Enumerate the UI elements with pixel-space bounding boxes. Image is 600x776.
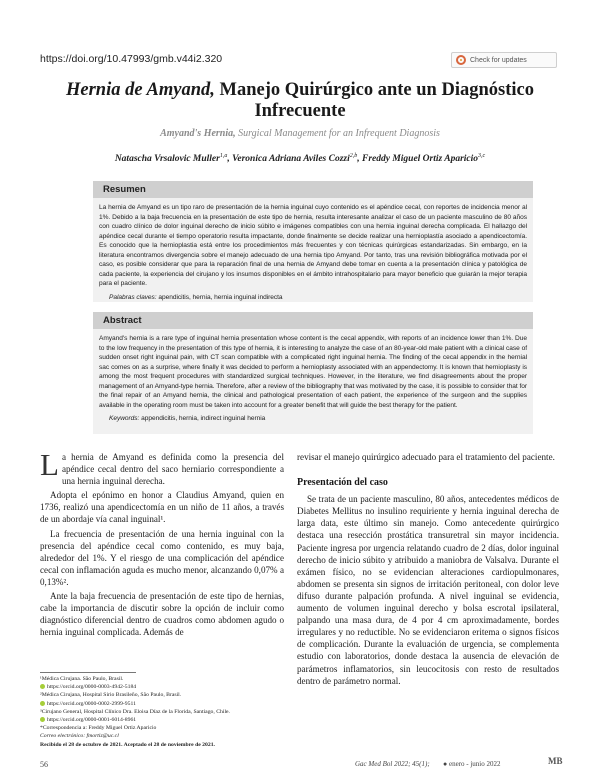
correspondence-email [40,732,290,740]
left-column [40,447,284,640]
subtitle-rest: Surgical Management for an Infrequent Diagnosis [235,128,440,139]
author-1: Natascha Vrsalovic Muller [114,154,220,165]
section-title-case: Presentación del caso [297,477,388,489]
crossmark-icon [456,55,466,65]
footnote-3-orcid-line [40,716,290,724]
orcid-icon [40,684,45,689]
footnotes [40,675,290,749]
abstract-heading: Abstract [93,312,533,329]
author-2-affil: 2,b [349,153,358,159]
article-title [40,80,560,122]
received-dates: Recibido el 28 de octubre de 2021. Aceptado el 28 de noviembre de 2021. [40,741,215,748]
journal-logo: MB [548,756,563,766]
title-italic: Hernia de Amyand, [66,80,215,100]
intro-paragraph-4: Ante la baja frecuencia de presentación de este tipo de hernias, cabe la importancia de discutir sobre la opción de incluir como diagnóstico diferencial dentro de cuadros como abdomen agudo o hernia inguinal complicada. Además de [40,591,284,638]
subtitle-italic: Amyand's Hernia, [160,128,236,139]
resumen-body [93,198,533,308]
footnote-3-orcid[interactable]: https://orcid.org/0000-0001-6014-8961 [47,717,137,724]
page-number: 56 [40,760,48,769]
right-column [297,451,559,687]
resumen-text: La hernia de Amyand es un tipo raro de presentación de la hernia inguinal cuyo contenido es el apéndice cecal, con reportes de incidencia menor al 1%. Debido a la baja frecuencia en la presentación de este tipo de hernia, resulta interesante analizar el caso de un paciente masculino de 80 años con cuadro clínico de dolor inguinal derecho de inicio súbito e imágenes compatibles con una hernia inguinal derecha complicada. El hallazgo del apéndice cecal durante el tiempo operatorio resulta impactante, donde finalmente se decide realizar una hernioplastía asociado a apendicectomía. Es conocido que la hernioplastia está entre los procedimientos más frecuentes y con técnicas quirúrgicas estandarizadas. Sin embargo, en la literatura encontramos divergencia sobre el manejo adecuado de una hernia tipo Amyand. Por tanto, tras una revisión bibliográfica motivada por el caso, es posible considerar que para la reparación final de una hernia de Amyand debe tomar en cuenta a la presentación clínica y patológica de cada paciente, la experiencia del cirujano y los insumos disponibles en el ámbito intrahospitalario para mayor beneficio que guiarán la mejor terapia para el paciente. [99,204,527,287]
title-rest: Manejo Quirúrgico ante un Diagnóstico Infrecuente [214,80,534,121]
abstract-box [93,312,533,434]
abstract-keywords-text: appendicitis, hernia, indirect inguinal hernia [139,415,266,422]
article-subtitle [40,128,560,139]
footnote-rule [40,672,136,673]
check-updates-label: Check for updates [470,56,527,64]
case-paragraph: Se trata de un paciente masculino, 80 años, antecedentes médicos de Diabetes Mellitus no insulino requiriente y hernia inguinal derecha de larga data, este último sin manejo. Como antecedente quirúrgico destaca una resección prostática transuretral sin mayor incidencia. Paciente ingresa por urgencia relatando cuadro de 2 días, dolor inguinal derecho de inicio súbito y atribuido a maniobra de Valsalva. Durante el exámen físico, no se evidencian alteraciones cardiopulmonares, abdomen se presenta sin signos de irritación peritoneal, con dolor leve difuso durante palpación profunda. A nivel inguinal se evidencia, aumento de volumen inguinal derecho y bolsa escrotal ipsilateral, palpando una masa dura, de 4 por 4 cm aproximadamente, bordes irregulares y no reductible. No se evidenciaron eritema o signos físicos de complicación. Durante la evaluación de urgencia, se complementa estudio con laboratorios, donde destaca la ausencia de elevación de parámetros inflamatorios, sin leucocitosis con resto de resultados dentro de parámetro normal. [297,494,559,686]
journal-citation: Gac Med Bol 2022; 45(1); [355,760,430,768]
footnote-1: ¹Médica Cirujana. São Paulo, Brasil. [40,676,124,682]
abstract-keywords [99,414,527,424]
orcid-icon [40,717,45,722]
intro-paragraph-1-text: a hernia de Amyand es definida como la presencia del apéndice cecal dentro del saco herniario correspondiente a una hernia inguinal derecha. [61,452,284,487]
email-text: Correo electrónico: fmortiz@uc.cl [40,733,119,740]
footnote-2-orcid[interactable]: https://orcid.org/0000-0002-2999-9511 [47,700,136,707]
drop-cap: L [40,447,59,482]
abstract-text: Amyand's hernia is a rare type of inguinal hernia presentation whose content is the cecal appendix, with reports of an incidence lower than 1%. Due to the low frequency in the presentation of this type of hernia, it is interesting to analyze the case of an 80-year-old male patient with a clinical case of sudden onset right inguinal pain, with CT scan compatible with a complicated right inguinal hernia. The finding of the cecal appendix in the hernial sac comes on as a surprise, where finally it was decided to perform a hernioplasty associated with an appendectomy. It is known that hernioplasty is among the most frequent procedures with standardized surgical techniques. However, in the literature, we find disagreements about the proper management of an Amyand-type hernia. Therefore, after a review of the bibliography that was motivated by the case, it is possible to consider that for the final repair of an Amyand hernia, the clinical and pathological presentation of each patient, the experience of the surgeon and the supplies available in the operating room must be taken into account for a greater benefit that will guide the best therapy for the patient. [99,335,527,409]
footnote-2: ²Médica Cirujana, Hospital Sirio Brasileño, São Paulo, Brasil. [40,692,182,699]
doi-link[interactable]: https://doi.org/10.47993/gmb.v44i2.320 [40,53,223,65]
author-1-affil: 1,a [219,153,228,159]
author-sep: , [227,154,233,165]
issue-dates: ● enero - junio 2022 [443,760,501,768]
footnote-1-orcid-line [40,683,290,691]
author-sep: , [357,154,362,165]
orcid-icon [40,701,45,706]
intro-paragraph-1 [40,447,284,487]
author-3-affil: 3,c [478,153,486,159]
resumen-keywords [99,293,527,303]
abstract-keywords-label: Keywords: [109,415,140,422]
author-3: Freddy Miguel Ortiz Aparicio [361,154,479,165]
authors-line [40,153,560,164]
check-for-updates-badge[interactable] [451,52,557,68]
footnote-3: ³Cirujano General, Hospital Clínico Dra. Eloisa Díaz de la Florida, Santiago, Chile. [40,708,230,715]
intro-paragraph-2: Adopta el epónimo en honor a Claudius Amyand, quien en 1736, realizó una apendicectomía en un niño de 11 años, a través de un abordaje vía canal inguinal¹. [40,490,284,525]
resumen-keywords-text: apendicitis, hernia, hernia inguinal indirecta [156,293,283,301]
footnote-2-orcid-line [40,700,290,708]
abstract-body [93,329,533,430]
resumen-heading: Resumen [93,181,533,198]
correspondence: *Correspondencia a: Freddy Miguel Ortiz Aparicio [40,725,157,732]
resumen-keywords-label: Palabras claves: [109,293,157,301]
intro-paragraph-3: La frecuencia de presentación de una hernia inguinal con la presencia del apéndice cecal como contenido, es muy baja, alrededor del 1%. Y el riesgo de una complicación del apéndice cecal con inflamación aguda es mucho menor, alcanzando 0,07% a 0,13%². [40,528,284,587]
footnote-1-orcid[interactable]: https://orcid.org/0000-0003-4942-5184 [47,684,137,691]
resumen-box [93,181,533,302]
author-2: Veronica Adriana Aviles Cozzi [232,154,350,165]
continued-paragraph: revisar el manejo quirúrgico adecuado para el tratamiento del paciente. [297,452,555,462]
